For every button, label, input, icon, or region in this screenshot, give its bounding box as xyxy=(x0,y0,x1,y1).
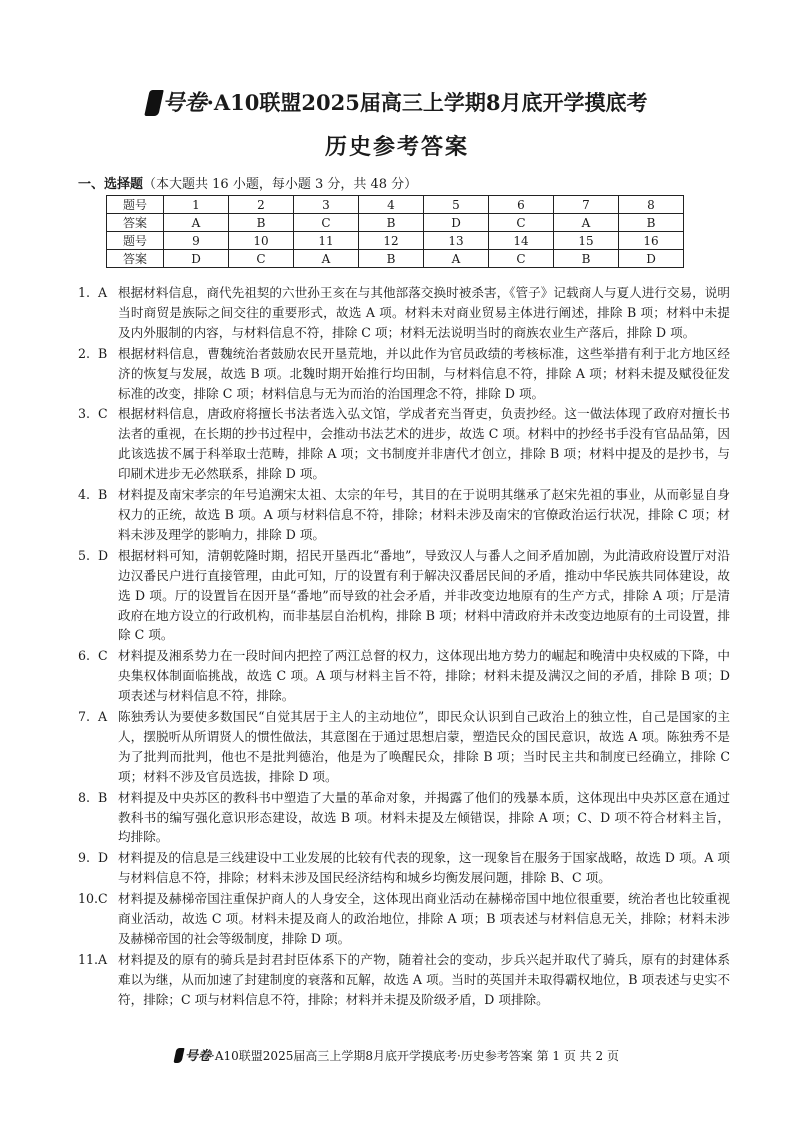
question-number-cell: 9 xyxy=(164,232,229,250)
item-number: 11. xyxy=(78,951,99,967)
item-number: 9. xyxy=(78,850,91,866)
row-label: 题号 xyxy=(107,232,164,250)
answer-cell: C xyxy=(489,214,554,232)
explanation-item xyxy=(78,546,730,646)
explanation-item xyxy=(78,646,730,706)
item-explanation-text: 材料提及的原有的骑兵是封君封臣体系下的产物，随着社会的变动，步兵兴起并取代了骑兵，原有的封建体系难以为继，从而加速了封建制度的衰落和瓦解，故选 A 项。当时的英国并未取得霸权地位，B 项表述与史实不符，排除；C 项与材料信息不符，排除；材料并未提及阶级矛盾，D 项排除。 xyxy=(118,951,730,1007)
answer-cell: D xyxy=(619,250,684,268)
footer-logo-icon xyxy=(173,1048,184,1063)
exam-title: ·A10联盟2025届高三上学期8月底开学摸底考 xyxy=(206,90,648,115)
item-number: 2. xyxy=(78,345,91,361)
explanation-item xyxy=(78,344,730,404)
page-footer xyxy=(0,1045,794,1064)
answer-cell: B xyxy=(359,250,424,268)
answer-cell: A xyxy=(424,250,489,268)
item-answer-letter: D xyxy=(98,547,109,563)
question-number-row xyxy=(107,196,684,214)
section-heading xyxy=(78,173,417,192)
item-number: 7. xyxy=(78,709,91,725)
question-number-cell: 12 xyxy=(359,232,424,250)
answer-cell: A xyxy=(554,214,619,232)
item-answer-letter: D xyxy=(98,850,109,866)
section-note: （本大题共 16 小题，每小题 3 分，共 48 分） xyxy=(143,177,418,192)
answer-cell: B xyxy=(229,214,294,232)
answer-cell: D xyxy=(424,214,489,232)
question-number-cell: 3 xyxy=(294,196,359,214)
answer-cell: B xyxy=(359,214,424,232)
question-number-cell: 1 xyxy=(164,196,229,214)
item-answer-letter: C xyxy=(98,891,108,907)
section-title: 一、选择题 xyxy=(78,177,144,192)
question-number-cell: 5 xyxy=(424,196,489,214)
item-number: 1. xyxy=(78,285,91,300)
explanations-list xyxy=(78,283,730,1011)
row-label: 题号 xyxy=(107,196,164,214)
question-number-row xyxy=(107,232,684,250)
explanation-item xyxy=(78,707,730,787)
item-explanation-text: 根据材料信息，商代先祖契的六世孙王亥在与其他部落交换时被杀害，《管子》记载商人与夏人进行交易，说明当时商贸是族际之间交往的重要形式，故选 A 项。材料未对商业贸易主体进行阐述，排除 B 项；材料中未提及内外服制的内容，与材料信息不符，排除 C 项；材料无法说明当时的商族农业生产落后，排除 D 项。 xyxy=(118,285,730,340)
question-number-cell: 10 xyxy=(229,232,294,250)
question-number-cell: 7 xyxy=(554,196,619,214)
answer-cell: C xyxy=(229,250,294,268)
answer-cell: C xyxy=(294,214,359,232)
explanation-item xyxy=(78,283,730,343)
item-number: 5. xyxy=(78,547,91,563)
brand-logo-icon xyxy=(144,90,164,116)
question-number-cell: 13 xyxy=(424,232,489,250)
item-number: 10. xyxy=(78,891,99,907)
item-answer-letter: B xyxy=(98,487,108,503)
item-answer-letter: C xyxy=(98,648,108,664)
item-number: 6. xyxy=(78,648,91,664)
explanation-item xyxy=(78,848,730,888)
question-number-cell: 11 xyxy=(294,232,359,250)
item-explanation-text: 材料提及中央苏区的教科书中塑造了大量的革命对象，并揭露了他们的残暴本质，这体现出中央苏区意在通过教科书的编写强化意识形态建设，故选 B 项。材料未提及左倾错误，排除 A 项；C、D 项不符合材料主旨，均排除。 xyxy=(118,789,730,845)
explanation-item xyxy=(78,950,730,1010)
item-explanation-text: 根据材料信息，曹魏统治者鼓励农民开垦荒地，并以此作为官员政绩的考核标准，这些举措有利于北方地区经济的恢复与发展，故选 B 项。北魏时期开始推行均田制，与材料信息不符，排除 A 项；材料未提及赋役征发标准的改变，排除 C 项；材料信息与无为而治的治国理念不符，排除 D 项。 xyxy=(118,345,730,401)
answer-cell: B xyxy=(554,250,619,268)
answer-row xyxy=(107,214,684,232)
item-answer-letter: A xyxy=(98,709,108,725)
item-explanation-text: 陈独秀认为要使多数国民“自觉其居于主人的主动地位”，即民众认识到自己政治上的独立性，自己是国家的主人，摆脱听从所谓贤人的惯性做法，其意图在于通过思想启蒙，塑造民众的国民意识，故选 A 项。陈独秀不是为了批判而批判，他也不是批判德治，他是为了唤醒民众，排除 B 项；当时民主共和制度已经确立，排除 C 项；材料不涉及官员选拔，排除 D 项。 xyxy=(118,709,730,784)
question-number-cell: 15 xyxy=(554,232,619,250)
explanation-item xyxy=(78,404,730,484)
question-number-cell: 4 xyxy=(359,196,424,214)
answer-cell: D xyxy=(164,250,229,268)
item-explanation-text: 根据材料信息，唐政府将擅长书法者选入弘文馆，学成者充当胥吏，负责抄经。这一做法体现了政府对擅长书法者的重视，在长期的抄书过程中，会推动书法艺术的进步，故选 C 项。材料中的抄经书手没有官品品第，因此该选拔不属于科举取士范畴，排除 A 项；文书制度并非唐代才创立，排除 B 项；材料中提及的是抄书，与印刷术进步无必然联系，排除 D 项。 xyxy=(118,406,730,482)
answer-cell: C xyxy=(489,250,554,268)
item-explanation-text: 材料提及赫梯帝国注重保护商人的人身安全，这体现出商业活动在赫梯帝国中地位很重要，统治者也比较重视商业活动，故选 C 项。材料未提及商人的政治地位，排除 A 项；B 项表述与材料信息无关，排除；材料未涉及赫梯帝国的社会等级制度，排除 D 项。 xyxy=(118,891,730,946)
item-explanation-text: 材料提及南宋孝宗的年号追溯宋太祖、太宗的年号，其目的在于说明其继承了赵宋先祖的事业，从而彰显自身权力的正统，故选 B 项。A 项与材料信息不符，排除；材料未涉及南宋的官僚政治运行状况，排除 C 项；材料未涉及理学的影响力，排除 D 项。 xyxy=(118,487,730,542)
question-number-cell: 14 xyxy=(489,232,554,250)
item-answer-letter: A xyxy=(98,285,108,300)
question-number-cell: 8 xyxy=(619,196,684,214)
item-answer-letter: B xyxy=(98,345,108,361)
question-number-cell: 2 xyxy=(229,196,294,214)
item-explanation-text: 材料提及的信息是三线建设中工业发展的比较有代表的现象，这一现象旨在服务于国家战略，故选 D 项。A 项与材料信息不符，排除；材料未涉及国民经济结构和城乡均衡发展问题，排除 B、C 项。 xyxy=(118,850,730,886)
brand-name: 号卷 xyxy=(162,90,207,116)
question-number-cell: 6 xyxy=(489,196,554,214)
row-label: 答案 xyxy=(107,250,164,268)
answer-cell: A xyxy=(294,250,359,268)
item-explanation-text: 材料提及湘系势力在一段时间内把控了两江总督的权力，这体现出地方势力的崛起和晚清中央权威的下降，中央集权体制面临挑战，故选 C 项。A 项与材料主旨不符，排除；材料未提及满汉之间的矛盾，排除 B 项；D 项表述与材料信息不符，排除。 xyxy=(118,648,730,704)
question-number-cell: 16 xyxy=(619,232,684,250)
row-label: 答案 xyxy=(107,214,164,232)
answer-cell: A xyxy=(164,214,229,232)
item-number: 3. xyxy=(78,406,91,422)
page-subtitle: 历史参考答案 xyxy=(324,134,469,160)
answer-table xyxy=(106,195,684,268)
item-explanation-text: 根据材料可知，清朝乾隆时期，招民开垦西北“番地”，导致汉人与番人之间矛盾加剧，为此清政府设置厅对沿边汉番民户进行直接管理，由此可知，厅的设置有利于解决汉番居民间的矛盾，推动中华民族共同体建设，故选 D 项。厅的设置旨在因开垦“番地”而导致的社会矛盾，并非改变边地原有的生产方式，排除 A 项；厅是清政府在地方设立的行政机构，而非基层自治机构，排除 B 项；材料中清政府并未改变边地原有的土司设置，排除 C 项。 xyxy=(118,547,730,643)
header-title-row xyxy=(0,86,794,117)
footer-text: ·A10联盟2025届高三上学期8月底开学摸底考·历史参考答案 第 1 页 共 2 页 xyxy=(211,1049,619,1063)
answer-cell: B xyxy=(619,214,684,232)
explanation-item xyxy=(78,889,730,949)
item-number: 8. xyxy=(78,789,91,805)
item-answer-letter: C xyxy=(98,406,108,422)
item-answer-letter: A xyxy=(98,951,108,967)
answer-row xyxy=(107,250,684,268)
item-answer-letter: B xyxy=(98,789,108,805)
footer-brand: 号卷 xyxy=(185,1049,212,1064)
explanation-item xyxy=(78,485,730,545)
explanation-item xyxy=(78,788,730,848)
item-number: 4. xyxy=(78,487,91,503)
